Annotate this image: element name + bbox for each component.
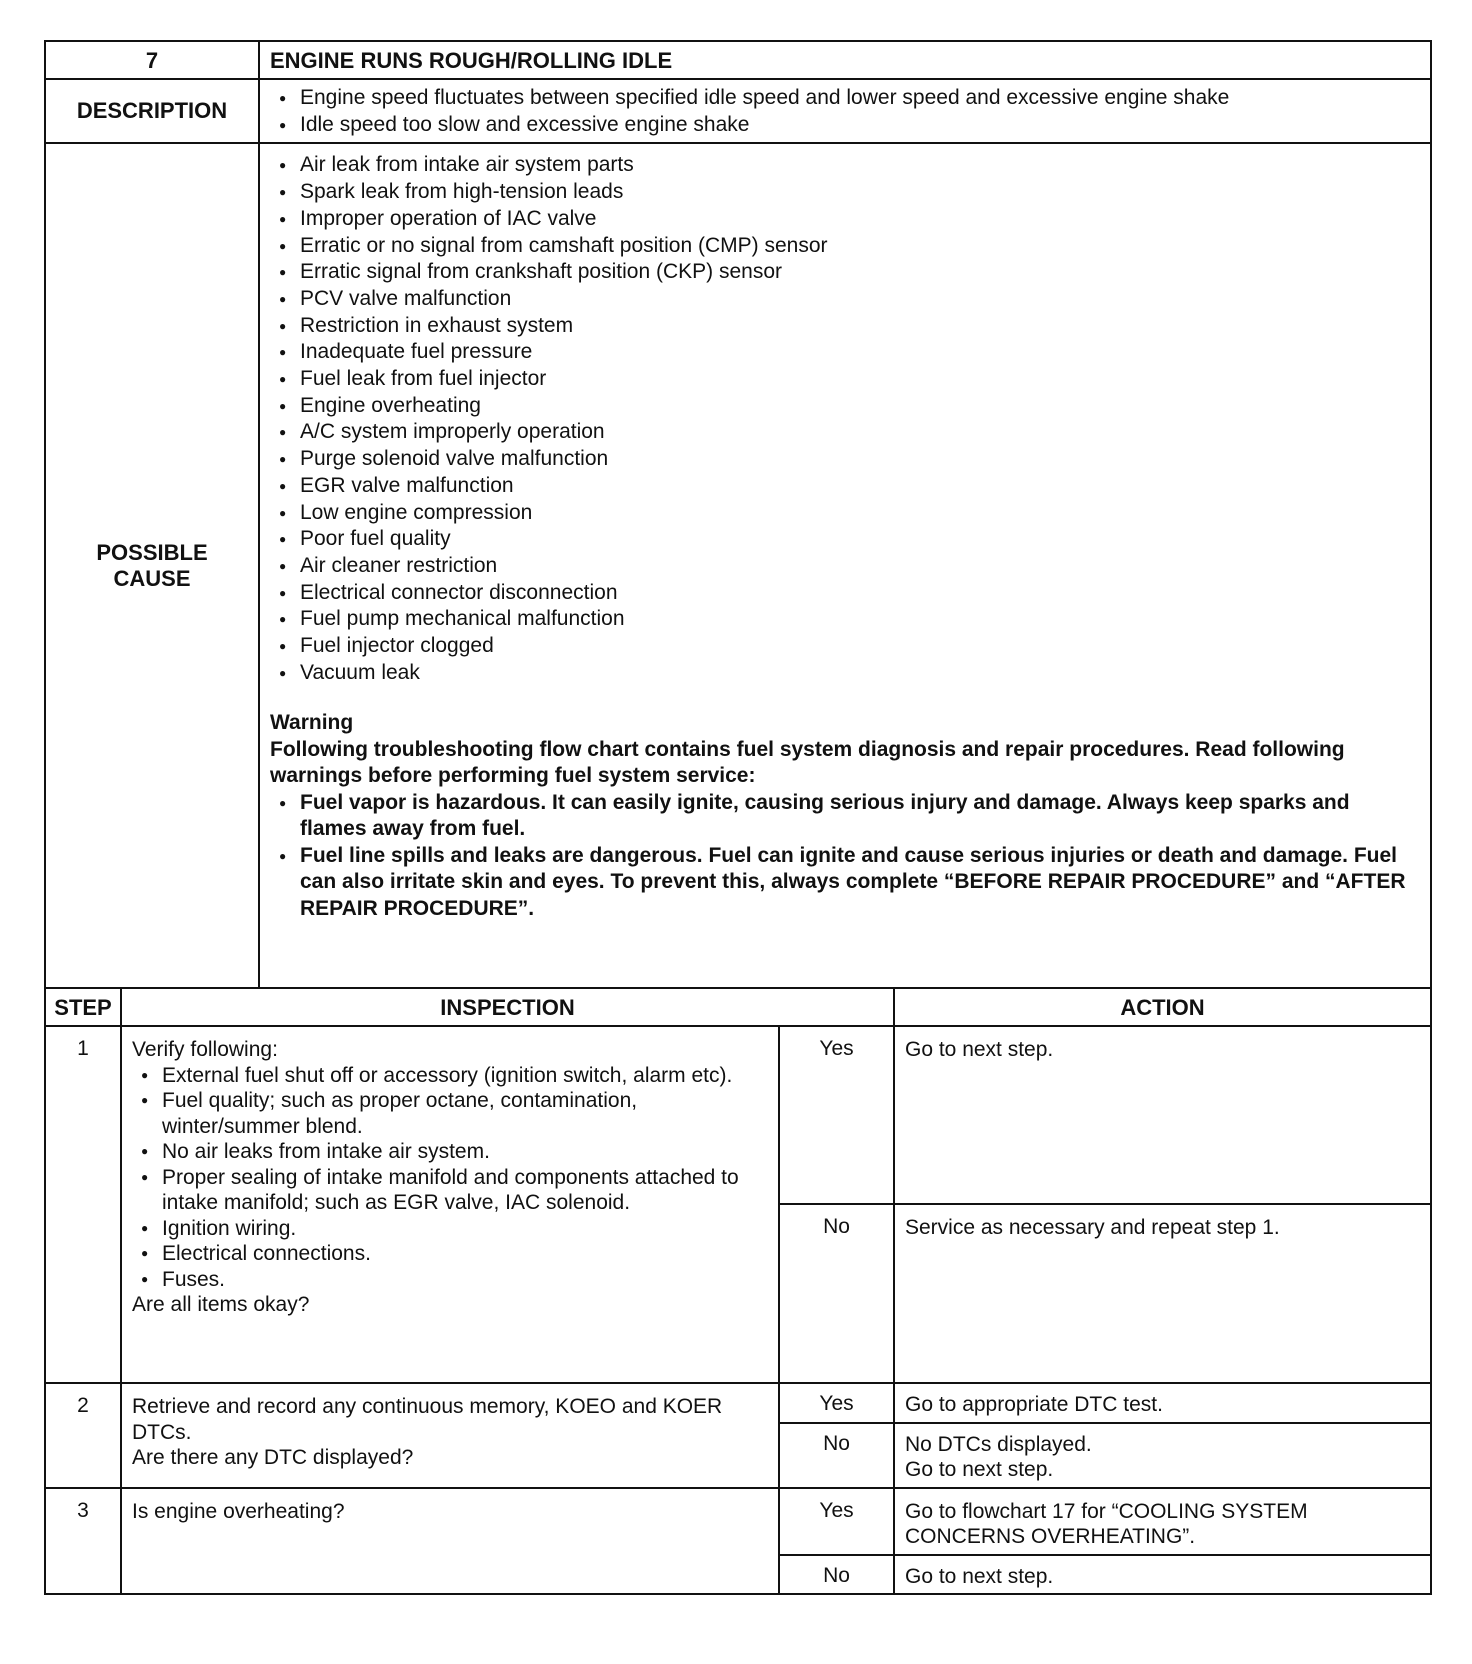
step-inspection	[121, 1026, 779, 1383]
inspection-question: Are all items okay?	[132, 1293, 310, 1317]
yes-action: Go to appropriate DTC test.	[894, 1383, 1431, 1423]
list-item: ● PCV valve malfunction	[270, 286, 1420, 313]
step-number: 2	[45, 1383, 121, 1488]
table-row	[45, 1488, 1431, 1555]
list-item: ● Air leak from intake air system parts	[270, 152, 1420, 179]
list-item: ● No air leaks from intake air system.	[132, 1139, 768, 1165]
description-row	[45, 79, 1431, 143]
step-inspection: Is engine overheating?	[121, 1488, 779, 1595]
warning-block	[270, 710, 1420, 922]
list-item: ● Inadequate fuel pressure	[270, 339, 1420, 366]
description-label: DESCRIPTION	[45, 79, 259, 143]
action-column-header: ACTION	[894, 988, 1431, 1026]
warning-title: Warning	[270, 711, 354, 735]
no-label: No	[779, 1555, 894, 1595]
list-item: ● Improper operation of IAC valve	[270, 206, 1420, 233]
table-row	[45, 1383, 1431, 1423]
possible-cause-label-line2: CAUSE	[113, 565, 191, 591]
procedure-number: 7	[45, 41, 259, 79]
inspection-text: Retrieve and record any continuous memory, KOEO and KOER DTCs.	[132, 1395, 723, 1444]
list-item: ● EGR valve malfunction	[270, 473, 1420, 500]
possible-cause-label-line1: POSSIBLE	[96, 539, 208, 565]
yes-label: Yes	[779, 1488, 894, 1555]
inspection-question: Are there any DTC displayed?	[132, 1446, 414, 1470]
procedure-title: ENGINE RUNS ROUGH/ROLLING IDLE	[259, 41, 1431, 79]
list-item: ● Air cleaner restriction	[270, 553, 1420, 580]
table-row	[45, 1026, 1431, 1204]
list-item: ● Spark leak from high-tension leads	[270, 179, 1420, 206]
step-inspection	[121, 1383, 779, 1488]
inspection-intro: Verify following:	[132, 1038, 278, 1062]
no-action-line1: No DTCs displayed.	[905, 1432, 1092, 1456]
step-column-header: STEP	[45, 988, 121, 1026]
column-header-row	[45, 988, 1431, 1026]
list-item: ● Ignition wiring.	[132, 1216, 768, 1242]
list-item: ● Fuel pump mechanical malfunction	[270, 606, 1420, 633]
possible-cause-content	[259, 143, 1431, 988]
list-item: ● Vacuum leak	[270, 660, 1420, 687]
header-row	[45, 41, 1431, 79]
list-item: ● Fuel leak from fuel injector	[270, 366, 1420, 393]
list-item: ● Fuses.	[132, 1267, 768, 1293]
troubleshooting-table	[44, 40, 1432, 1595]
list-item: ● Proper sealing of intake manifold and components attached to intake manifold; such as EGR valve, IAC solenoid.	[132, 1165, 768, 1216]
no-label: No	[779, 1423, 894, 1488]
list-item: ● Restriction in exhaust system	[270, 313, 1420, 340]
no-action: Go to next step.	[894, 1555, 1431, 1595]
list-item: ● Fuel vapor is hazardous. It can easily ignite, causing serious injury and damage. Always keep sparks and flames away from fuel.	[270, 790, 1420, 843]
warning-intro: Following troubleshooting flow chart contains fuel system diagnosis and repair procedures. Read following warnings before performing fuel system service:	[270, 737, 1345, 788]
list-item: ● Erratic signal from crankshaft position (CKP) sensor	[270, 259, 1420, 286]
list-item: ● Electrical connections.	[132, 1241, 768, 1267]
step-number: 3	[45, 1488, 121, 1595]
list-item: ● Idle speed too slow and excessive engine shake	[270, 112, 1420, 139]
step-number: 1	[45, 1026, 121, 1383]
no-action-line2: Go to next step.	[905, 1458, 1054, 1482]
no-label: No	[779, 1204, 894, 1383]
list-item: ● A/C system improperly operation	[270, 419, 1420, 446]
troubleshooting-document	[44, 40, 1430, 1595]
list-item: ● Electrical connector disconnection	[270, 580, 1420, 607]
list-item: ● Low engine compression	[270, 500, 1420, 527]
list-item: ● Engine overheating	[270, 393, 1420, 420]
yes-action: Go to next step.	[894, 1026, 1431, 1204]
possible-cause-row	[45, 143, 1431, 988]
yes-label: Yes	[779, 1026, 894, 1204]
list-item: ● Fuel quality; such as proper octane, contamination, winter/summer blend.	[132, 1088, 768, 1139]
inspection-list	[132, 1063, 768, 1293]
no-action: Service as necessary and repeat step 1.	[894, 1204, 1431, 1383]
inspection-column-header: INSPECTION	[121, 988, 894, 1026]
list-item: ● External fuel shut off or accessory (ignition switch, alarm etc).	[132, 1063, 768, 1089]
possible-cause-list	[270, 152, 1420, 686]
list-item: ● Fuel injector clogged	[270, 633, 1420, 660]
list-item: ● Fuel line spills and leaks are dangerous. Fuel can ignite and cause serious injuries or death and damage. Fuel can also irritate skin and eyes. To prevent this, always complete “BEFORE REPAIR PROCEDURE” and “AFTER REPAIR PROCEDURE”.	[270, 843, 1420, 923]
possible-cause-label	[45, 143, 259, 988]
description-list	[270, 85, 1420, 138]
list-item: ● Engine speed fluctuates between specified idle speed and lower speed and excessive engine shake	[270, 85, 1420, 112]
yes-label: Yes	[779, 1383, 894, 1423]
no-action	[894, 1423, 1431, 1488]
yes-action: Go to flowchart 17 for “COOLING SYSTEM CONCERNS OVERHEATING”.	[894, 1488, 1431, 1555]
warning-list	[270, 790, 1420, 923]
list-item: ● Erratic or no signal from camshaft position (CMP) sensor	[270, 233, 1420, 260]
list-item: ● Purge solenoid valve malfunction	[270, 446, 1420, 473]
list-item: ● Poor fuel quality	[270, 526, 1420, 553]
description-content	[259, 79, 1431, 143]
